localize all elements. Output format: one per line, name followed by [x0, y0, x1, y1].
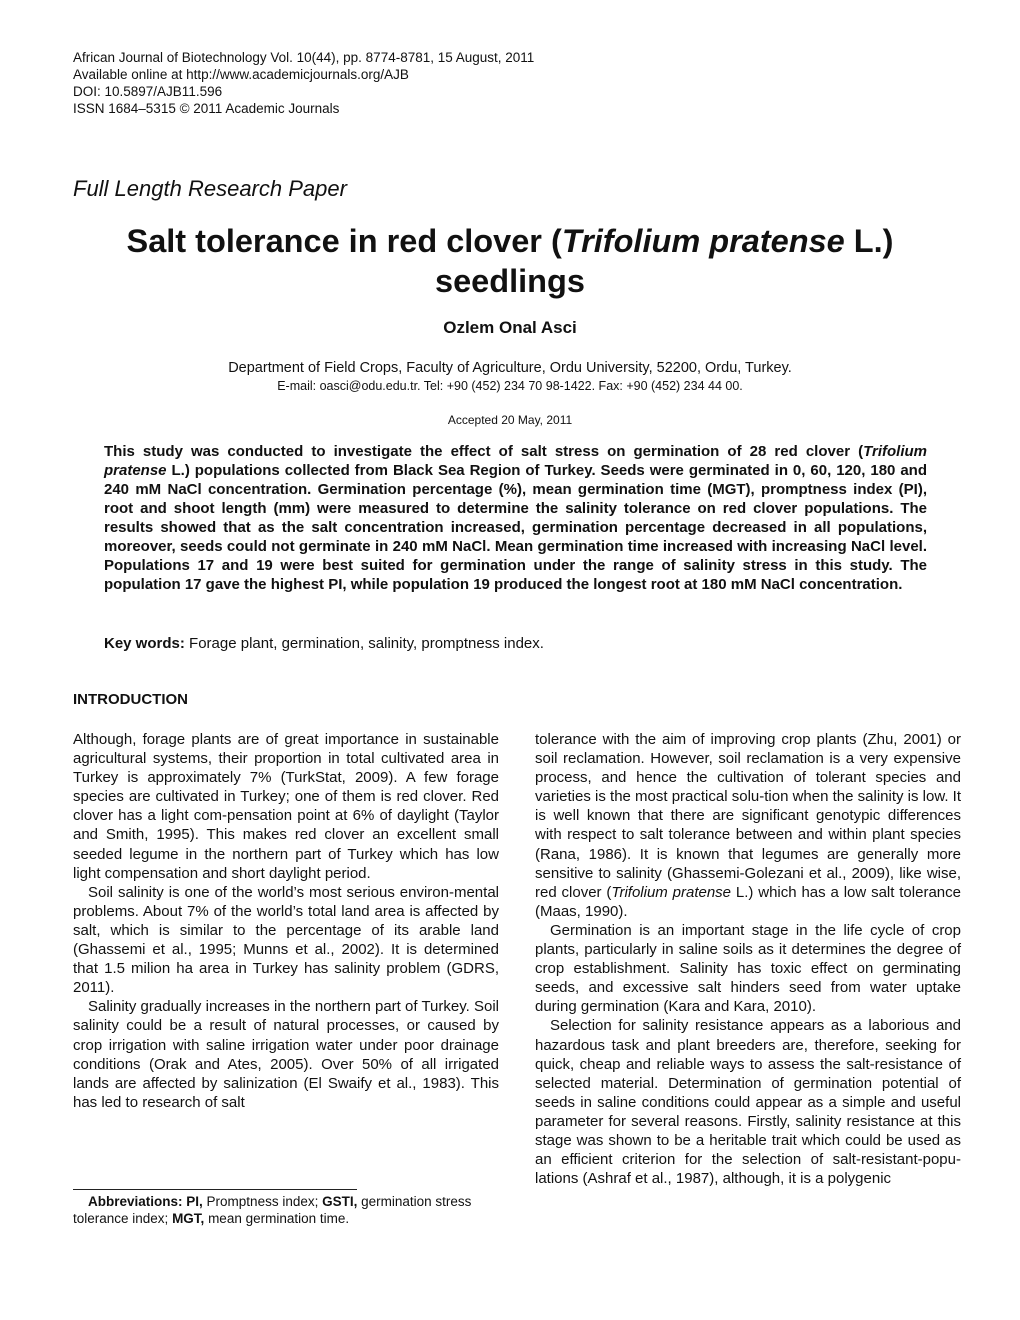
author-contact: E-mail: oasci@odu.edu.tr. Tel: +90 (452) 234 70 98-1422. Fax: +90 (452) 234 44 00.	[277, 379, 743, 393]
intro-paragraph-1: Although, forage plants are of great importance in sustainable agricultural systems, their proportion in total cultivated area in Turkey is approximately 7% (TurkStat, 2009). A few forage species are cultivated in Turkey; one of them is red clover. Red clover has a light com-pensation point at 6% of daylight (Taylor and Smith, 1995). This makes red clover an excellent small seeded legume in the northern part of Turkey which has low light compensation and short daylight period.	[73, 731, 499, 882]
accepted-date: Accepted 20 May, 2011	[447, 413, 573, 427]
footnote-text: germination stress tolerance index;	[73, 1194, 472, 1226]
footnote-label: Abbreviations:	[88, 1194, 183, 1209]
abstract-part-1: This study was conducted to investigate the effect of salt stress on germination of 28 red clover (	[104, 443, 864, 460]
keywords-label: Key words:	[104, 635, 185, 652]
doi-line: DOI: 10.5897/AJB11.596	[73, 84, 223, 99]
keywords	[104, 634, 927, 653]
availability-line: Available online at http://www.academicjournals.org/AJB	[73, 67, 409, 82]
author-affiliation: Department of Field Crops, Faculty of Agriculture, Ordu University, 52200, Ordu, Turkey.	[228, 360, 792, 376]
intro-paragraph-3-continued	[535, 730, 961, 921]
title-species-name: Trifolium pratense	[561, 223, 845, 259]
intro-paragraph-2: Soil salinity is one of the world’s most serious environ-mental problems. About 7% of the world’s total land area is affected by salt, which is similar to the percentage of its arable land (Ghassemi et al., 1995; Munns et al., 2002). It is determined that 1.5 milion ha area in Turkey has salinity problem (GDRS, 2011).	[73, 883, 499, 997]
footnote-abbr-pi: PI,	[186, 1194, 203, 1209]
introduction-heading: INTRODUCTION	[73, 691, 188, 708]
intro-paragraph-4: Germination is an important stage in the life cycle of crop plants, particularly in saline soils as it determines the degree of crop establishment. Salinity has toxic effect on germinating seeds, and excessive salt hinders seed from water uptake during germination (Kara and Kara, 2010).	[535, 921, 961, 1016]
footnote-text: mean germination time.	[204, 1211, 350, 1226]
abstract-part-2: L.) populations collected from Black Sea Region of Turkey. Seeds were germinated in 0, 60, 120, 180 and 240 mM NaCl concentration. Germination percentage (%), mean germination time (MGT), promptness index (PI), root and shoot length (mm) were measured to determine the salinity tolerance on red clover populations. The results showed that as the salt concentration increased, germination percentage decreased in all populations, moreover, seeds could not germinate in 240 mM NaCl. Mean germination time increased with increasing NaCl level. Populations 17 and 19 were best suited for germination under the range of salinity stress in this study. The population 17 gave the highest PI, while population 19 produced the longest root at 180 mM NaCl concentration.	[104, 462, 927, 593]
paper-title	[60, 221, 960, 301]
abstract	[104, 442, 927, 594]
right-column	[535, 730, 961, 1188]
paper-type-label: Full Length Research Paper	[73, 176, 347, 201]
author-name: Ozlem Onal Asci	[443, 318, 577, 337]
paragraph-text: L.) which has a low salt tolerance (Maas, 1990).	[535, 883, 961, 920]
title-part-2: L.) seedlings	[435, 223, 894, 299]
intro-paragraph-3: Salinity gradually increases in the northern part of Turkey. Soil salinity could be a result of natural processes, or caused by crop irrigation with saline irrigation water under poor drainage conditions (Orak and Ates, 2005). Over 50% of all irrigated lands are affected by salinization (El Swaify et al., 1983). This has led to research of salt	[73, 998, 499, 1111]
footnote-abbr-mgt: MGT,	[172, 1211, 205, 1226]
paragraph-text: tolerance with the aim of improving crop plants (Zhu, 2001) or soil reclamation. However, soil reclamation is a very expensive process, and hence the cultivation of tolerant species and varieties is the most practical solu-tion when the salinity is low. It is well known that there are significant genotypic differences with respect to salt tolerance between and within plant species (Rana, 1986). It is known that legumes are generally more sensitive to salinity (Ghassemi-Golezani et al., 2009), like wise, red clover (	[535, 731, 962, 901]
journal-citation: African Journal of Biotechnology Vol. 10(44), pp. 8774-8781, 15 August, 2011	[73, 50, 535, 65]
left-column	[73, 730, 499, 1112]
title-part-1: Salt tolerance in red clover (	[126, 223, 562, 259]
footnote-divider	[73, 1189, 357, 1190]
abbreviations-footnote	[73, 1193, 503, 1227]
footnote-text: Promptness index;	[202, 1194, 323, 1209]
issn-line: ISSN 1684–5315 © 2011 Academic Journals	[73, 101, 340, 116]
intro-paragraph-5: Selection for salinity resistance appears as a laborious and hazardous task and plant breeders are, therefore, seeking for quick, cheap and reliable ways to assess the salt-resistance of selected material. Determination of germination potential of seeds in saline conditions could appear as a simple and useful parameter for several reasons. Firstly, salinity resistance at this stage was shown to be a heritable trait which could be used as an efficient criterion for the selection of salt-resistant-popu-lations (Ashraf et al., 1987), although, it is a polygenic	[535, 1017, 961, 1188]
keywords-text: Forage plant, germination, salinity, promptness index.	[184, 635, 544, 652]
footnote-abbr-gsti: GSTI,	[322, 1194, 358, 1209]
species-name: Trifolium pratense	[611, 883, 732, 901]
abstract-species-name: Trifolium pratense	[104, 443, 927, 479]
journal-header	[73, 49, 534, 117]
